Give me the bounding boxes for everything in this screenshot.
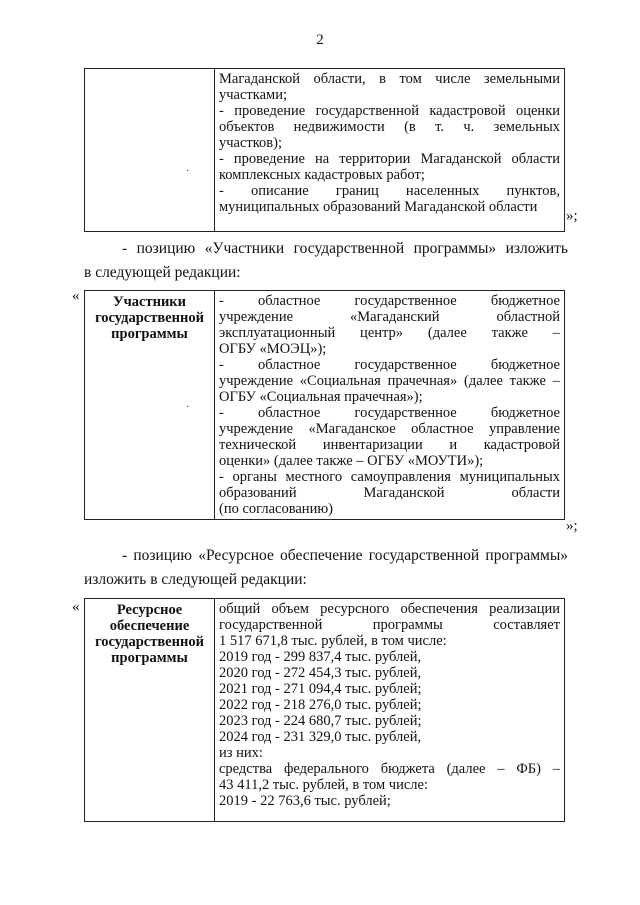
- opening-quote: «: [72, 288, 80, 304]
- text-line: участками;: [219, 87, 287, 103]
- text-line: (по согласованию): [219, 501, 333, 517]
- text-line: - органы местного самоуправления муниципальных: [219, 469, 560, 485]
- paragraph-instruction: - позицию «Ресурсное обеспечение государственной программы»: [122, 547, 568, 564]
- table-continuation-content-cell: [215, 69, 565, 232]
- text-line: - описание границ населенных пунктов,: [219, 183, 560, 199]
- text-line: ОГБУ «Социальная прачечная»);: [219, 389, 423, 405]
- table-resources: [84, 598, 565, 822]
- opening-quote: «: [72, 599, 80, 615]
- text-line: эксплуатационный центр» (далее также –: [219, 325, 560, 341]
- text-line: средства федерального бюджета (далее – ФБ) –: [219, 761, 560, 777]
- text-line: 2023 год - 224 680,7 тыс. рублей;: [219, 713, 422, 729]
- text-line: учреждение «Магаданский областной: [219, 309, 560, 325]
- closing-quote: »;: [566, 208, 578, 224]
- text-line: ОГБУ «МОЭЦ»);: [219, 341, 327, 357]
- paragraph-instruction-continued: изложить в следующей редакции:: [84, 571, 307, 588]
- text-line: технической инвентаризации и кадастровой: [219, 437, 560, 453]
- text-line: государственной программы составляет: [219, 617, 560, 633]
- table-participants-content: [215, 291, 565, 520]
- stray-mark: ·: [186, 402, 190, 413]
- text-line: Магаданской области, в том числе земельными: [219, 71, 560, 87]
- text-line: общий объем ресурсного обеспечения реализации: [219, 601, 560, 617]
- text-line: - проведение государственной кадастровой оценки: [219, 103, 560, 119]
- paragraph-instruction: - позицию «Участники государственной программы» изложить: [122, 240, 568, 257]
- text-line: - областное государственное бюджетное: [219, 357, 560, 373]
- text-line: учреждение «Магаданское областное управление: [219, 421, 560, 437]
- text-line: 2020 год - 272 454,3 тыс. рублей,: [219, 665, 422, 681]
- text-line: из них:: [219, 745, 263, 761]
- stray-mark: ·: [186, 166, 190, 177]
- text-line: участков);: [219, 135, 283, 151]
- table-resources-content: [215, 599, 565, 822]
- text-line: образований Магаданской области: [219, 485, 560, 501]
- closing-quote: »;: [566, 518, 578, 534]
- text-line: 2019 год - 299 837,4 тыс. рублей,: [219, 649, 422, 665]
- text-line: - проведение на территории Магаданской области: [219, 151, 560, 167]
- text-line: - областное государственное бюджетное: [219, 405, 560, 421]
- paragraph-instruction-continued: в следующей редакции:: [84, 264, 241, 281]
- text-line: муниципальных образований Магаданской области: [219, 199, 538, 215]
- text-line: 2024 год - 231 329,0 тыс. рублей,: [219, 729, 422, 745]
- text-line: объектов недвижимости (в т. ч. земельных: [219, 119, 560, 135]
- table-continuation: [84, 68, 565, 232]
- text-line: 2019 - 22 763,6 тыс. рублей;: [219, 793, 391, 809]
- text-line: 2022 год - 218 276,0 тыс. рублей;: [219, 697, 422, 713]
- table-participants: [84, 290, 565, 520]
- page-number: 2: [316, 32, 324, 48]
- table-continuation-label-cell: [85, 69, 215, 232]
- text-line: учреждение «Социальная прачечная» (далее также –: [219, 373, 560, 389]
- text-line: - областное государственное бюджетное: [219, 293, 560, 309]
- text-line: 1 517 671,8 тыс. рублей, в том числе:: [219, 633, 447, 649]
- text-line: 43 411,2 тыс. рублей, в том числе:: [219, 777, 428, 793]
- table-participants-label: Участники государственной программы: [85, 291, 215, 520]
- text-line: 2021 год - 271 094,4 тыс. рублей;: [219, 681, 422, 697]
- text-line: оценки» (далее также – ОГБУ «МОУТИ»);: [219, 453, 484, 469]
- table-resources-label: Ресурсное обеспечение государственной программы: [85, 599, 215, 822]
- text-line: комплексных кадастровых работ;: [219, 167, 425, 183]
